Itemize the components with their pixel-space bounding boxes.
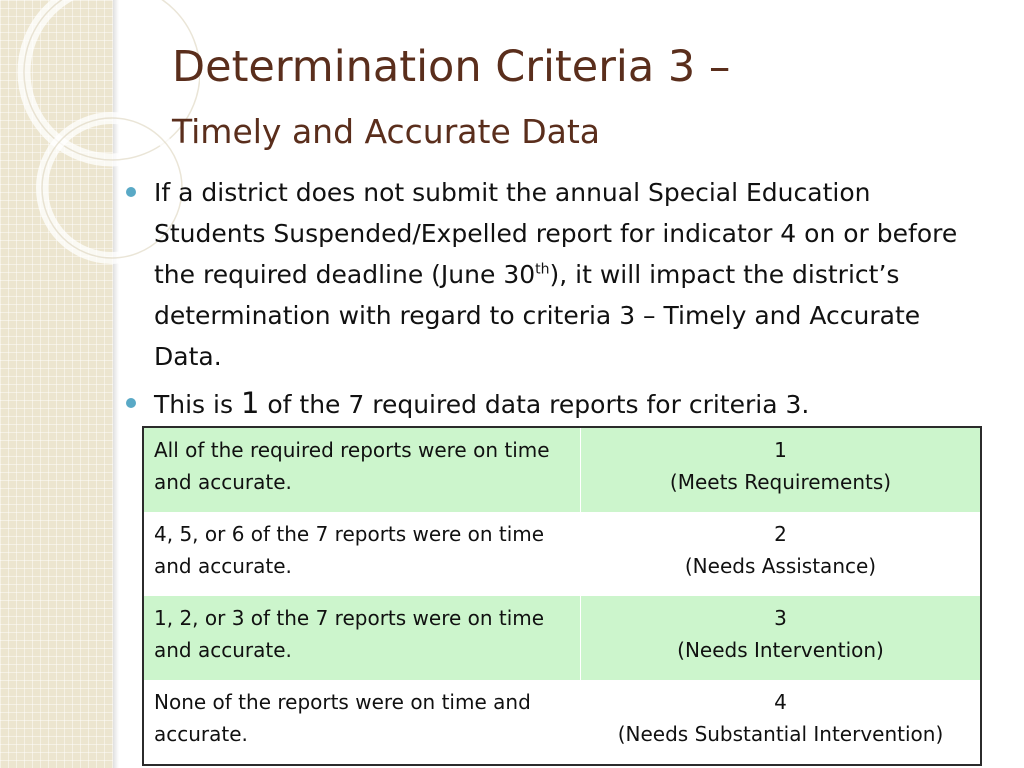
bullet-text-part: This is xyxy=(154,390,241,419)
bullet-text-part: ), it will impact the district’s determination with regard to criteria 3 – Timely and Accurate Data. xyxy=(154,260,921,371)
score-cell xyxy=(581,512,982,596)
bullet-item-deadline xyxy=(122,172,972,377)
emphasized-number: 1 xyxy=(240,386,260,420)
bullet-list xyxy=(122,172,972,425)
condition-cell: All of the required reports were on time and accurate. xyxy=(143,427,581,512)
score-rating: (Needs Intervention) xyxy=(677,638,884,662)
slide-subtitle: Timely and Accurate Data xyxy=(172,112,601,151)
score-rating: (Meets Requirements) xyxy=(669,470,892,494)
score-value: 3 xyxy=(774,606,787,630)
score-value: 4 xyxy=(774,690,787,714)
score-rating: (Needs Assistance) xyxy=(684,554,877,578)
table-row xyxy=(143,427,981,512)
bullet-dot-icon xyxy=(126,398,136,408)
bullet-text-part: of the 7 required data reports for criteria 3. xyxy=(259,390,810,419)
score-rating: (Needs Substantial Intervention) xyxy=(617,722,944,746)
condition-cell: 1, 2, or 3 of the 7 reports were on time and accurate. xyxy=(143,596,581,680)
condition-cell: 4, 5, or 6 of the 7 reports were on time and accurate. xyxy=(143,512,581,596)
bullet-dot-icon xyxy=(126,187,136,197)
bullet-item-count xyxy=(122,383,972,425)
score-cell xyxy=(581,596,982,680)
slide-title: Determination Criteria 3 – xyxy=(172,42,731,92)
score-value: 2 xyxy=(774,522,787,546)
condition-cell: None of the reports were on time and accurate. xyxy=(143,680,581,765)
score-value: 1 xyxy=(774,438,787,462)
table-row xyxy=(143,512,981,596)
bullet-text-part: If a district does not submit the annual Special Education Students Suspended/Expelled report for indicator 4 on or before the required deadline (June 30 xyxy=(154,178,958,289)
score-cell xyxy=(581,680,982,765)
table-row xyxy=(143,680,981,765)
criteria-table xyxy=(142,426,982,766)
score-cell xyxy=(581,427,982,512)
table-row xyxy=(143,596,981,680)
superscript-th: th xyxy=(535,261,550,278)
